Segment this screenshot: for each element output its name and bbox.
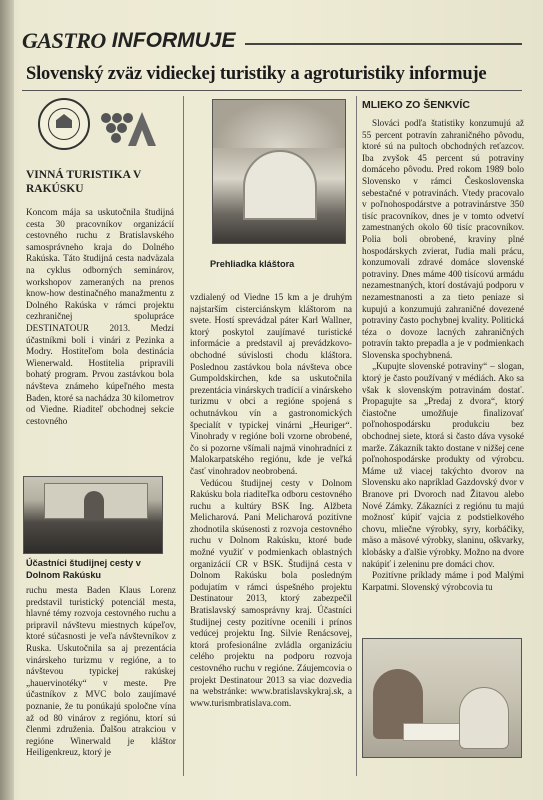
brand-informuje: INFORMUJE xyxy=(111,29,236,52)
farm-shop-photo xyxy=(362,638,522,758)
building-door xyxy=(84,491,104,519)
paragraph: Pozitívne príklady máme i pod Malými Karpatmi. Slovenský výrobcovia tu xyxy=(362,570,524,592)
section-header xyxy=(22,28,522,54)
section-title-wine-tourism: VINNÁ TURISTIKA V RAKÚSKU xyxy=(26,169,142,195)
article-text xyxy=(190,292,352,776)
column-divider xyxy=(183,96,184,776)
paragraph: Slováci podľa štatistiky konzumujú až 55 percent potravín zahraničného pôvodu, ktoré sú na pultoch obchodných reťazcov. Iba zvyšok 45 percent sú potraviny domáceho pôvodu. Pred rokom 1989 bolo Slovensko v rámci Československa sebestačné v potravinách. Vtedy pracovalo v poľnohospodárstve a potravinárstve 350 tisíc pracovníkov, dnes je v tomto odvetví zamestnaných okolo 60 tisíc pracovníkov. Polia boli obrobené, kraviny plné hospodárskych zvierat, ľudia mali prácu, konzumovali zdravé domáce slovenské potraviny. Dnes máme 400 tisícovú armádu nezamestnaných, ktorí dostávajú podporu v nezamestnanosti a za tieto peniaze si kupujú a konzumujú zahraničné dovezené potraviny často pochybnej kvality. Politická téza o dovoze lacných zahraničných potravín takto prepadla a je v podmienkach Slovenska spochybnená. xyxy=(362,118,524,360)
association-seal-logo xyxy=(38,98,90,150)
photo-caption: Prehliadka kláštora xyxy=(210,259,295,269)
paragraph: Vedúcou študijnej cesty v Dolnom Rakúsku bola riaditeľka odboru cestovného ruchu a kultúry BSK Ing. Alžbeta Melicharová. Pani Melicharová pozitívne zhodnotila skúsenosti z rozvoja cestovného ruchu v Dolnom Rakúsku, ktoré bude možné využiť v podmienkach oblastných organizácií CR v BSK. Študijná cesta v Dolnom Rakúsku bola posledným podujatím v rámci úspešného projektu Destinatour 2013, ktorý zabezpečil Bratislavský samosprávny kraj. Účastníci študijnej cesty pozitívne ocenili i prínos vedúcej projektu Ing. Silvie Renácsovej, ktorá profesionálne zvládla organizáciu celého projektu na podporu rozvoja cestovného ruchu v regióne. Záujemcovia o projekt Destinatour 2013 sa viac dozvedia na webstránke: www.bratislavskykraj.sk, a www.turismbratislava.com. xyxy=(190,477,352,708)
monastery-photo xyxy=(212,99,346,244)
article-text: ruchu mesta Baden Klaus Lorenz predstavil turistický potenciál mesta, hlavné témy rozvoja cestovného ruchu a pripravil návštevu miestnych kúpeľov, ktoré súčasnosti je veľa návštevníkov z Ruska. Uskutočnila sa aj prezentácia vinárskeho turizmu v regióne, a to návštevou typickej rakúskej „hauervinotéky“ v meste. Pre účastníkov z MVC bolo zaujímavé poznanie, že tu ponúkajú spoločne vína až od 80 vinárov z regiónu, ktorí sú členmi združenia. Ďalšou atrakciou v regióne Winerwald je kláštor Heiligenkreuz, ktorý je xyxy=(26,585,176,758)
ceiling-vault xyxy=(213,100,346,148)
page-spine-shadow xyxy=(0,0,14,800)
paragraph: vzdialený od Viedne 15 km a je druhým najstarším cisterciánskym kláštorom na svete. Hostí sprevádzal páter Karl Wallner, ktorý poskytol zaujímavé turistické informácie a predstavil aj prevádzkovo-obchodné súvislosti chodu kláštora. Poslednou zastávkou bola návšteva obce Gumpoldskirchen, kde sa uskutočnila prezentácia vinárskych tradícií a vinárskeho turizmu v obci a regióne spojená s ochutnávkou vín a gastronomických špecialít v typickej vinárni „Heuriger“. Vinohrady v regióne boli vzorne obrobené, čo si pozorne všímali najmä vinohradníci z Malokarpatského regiónu, kde je veľká časť vinohradov neobrobená. xyxy=(190,292,352,476)
page-headline: Slovenský zväz vidieckej turistiky a agroturistiky informuje xyxy=(26,64,487,84)
group-photo xyxy=(23,476,163,554)
column-divider xyxy=(356,96,357,776)
association-logos xyxy=(34,98,162,156)
grapes-icon xyxy=(98,108,158,148)
brand-gastro: GASTRO xyxy=(22,28,106,53)
photo-caption: Účastníci študijnej cesty v Dolnom Rakúsku xyxy=(26,558,141,580)
section-title-milk: MLIEKO ZO ŠENKVÍC xyxy=(362,99,470,111)
person-figure xyxy=(459,687,509,749)
paragraph: „Kupujte slovenské potraviny“ – slogan, ktorý je často používaný v médiách. Ako sa však k slovenským potravinám dostať. Propagujte sa „Predaj z dvora“, ktorý čiastočne umožňuje finalizovať poľnohospodársku produkciu bez obchodnej siete, ktorá si často dáva vysoké marže. Zákazník takto dostane v nižšej cene poľnohospodárske produkty od výrobcu. Máme už viacej takýchto dvorov na Slovensku ako napríklad Gazdovský dvor v Branove pri Dvoroch nad Žitavou alebo Nové Zámky. Zákazníci z regiónu tu majú možnosť kúpiť vajcia z podstielkového chovu, mliečne výrobky, syry, korbáčiky, mäso a mäsové výrobky, slaninu, oškvarky, klobásky a ďalšie výrobky. Možno na dvore nakúpiť i zeleninu pre domáci chov. xyxy=(362,361,524,569)
headline-rule xyxy=(22,90,522,91)
article-text: Koncom mája sa uskutočnila študijná cesta 30 pracovníkov organizácií cestovného ruchu z Bratislavského samosprávneho kraja do Dolného Rakúska. Táto študijná cesta nadväzala na cyklus odborných seminárov, workshopov zameraných na prenos know-how destinačného manažmentu z Dolného Rakúska v rámci projektu cezhraničnej spolupráce DESTINATOUR 2013. Medzi účastníkmi boli i vinári z Pezinka a Modry. Hostiteľom bola destinácia Wienerwald. Hostitelia pripravili bohatý program. Prvou zastávkou bola návšteva známeho kúpeľného mesta Baden, ktoré sa nachádza 30 kilometrov od Viedne. Riaditeľ obchodnej sekcie cestovného xyxy=(26,207,174,426)
article-text xyxy=(362,118,524,628)
header-rule xyxy=(245,43,522,45)
cloister-arch xyxy=(243,150,317,220)
